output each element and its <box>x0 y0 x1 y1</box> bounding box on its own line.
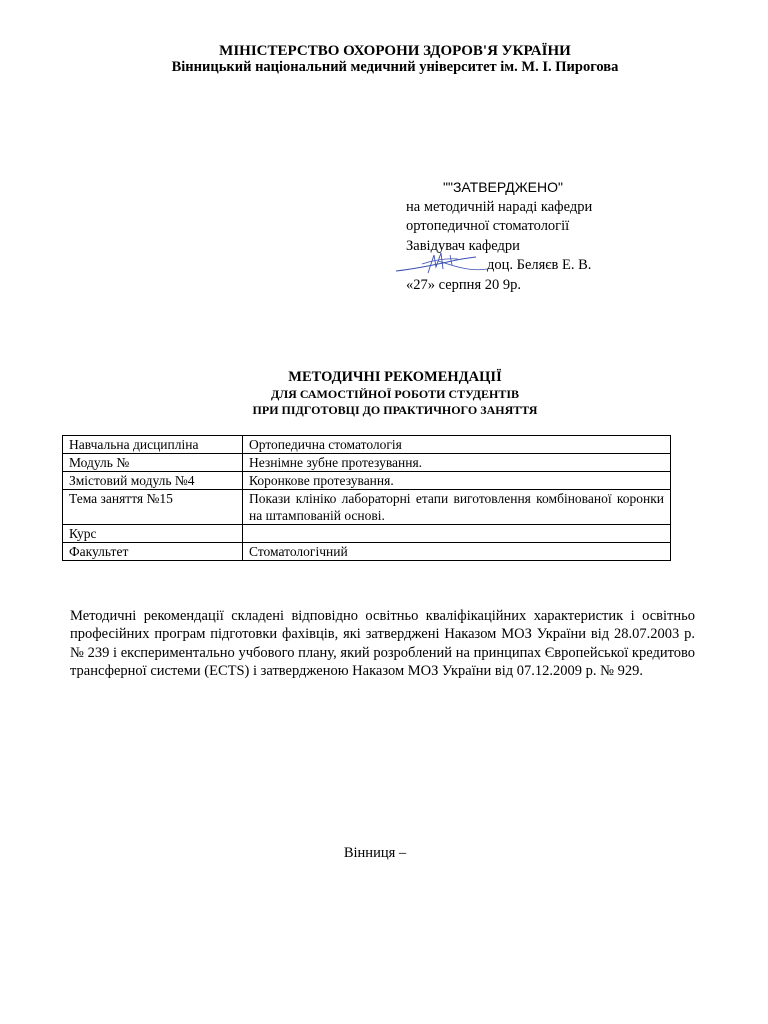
table-row <box>63 543 671 561</box>
row-value: Стоматологічний <box>243 543 671 561</box>
row-value: Покази клініко лабораторні етапи виготовлення комбінованої коронки на штампованій основі. <box>243 490 671 525</box>
row-label: Курс <box>63 525 243 543</box>
table-row <box>63 525 671 543</box>
row-value: Незнімне зубне протезування. <box>243 454 671 472</box>
university-heading: Вінницький національний медичний університет ім. М. І. Пирогова <box>171 59 619 75</box>
document-title: МЕТОДИЧНІ РЕКОМЕНДАЦІЇ <box>288 369 502 385</box>
document-subtitle-2: ПРИ ПІДГОТОВЦІ ДО ПРАКТИЧНОГО ЗАНЯТТЯ <box>252 403 538 417</box>
table-row <box>63 436 671 454</box>
table-row <box>63 490 671 525</box>
row-label: Змістовий модуль №4 <box>63 472 243 490</box>
row-label: Навчальна дисципліна <box>63 436 243 454</box>
body-paragraph: Методичні рекомендації складені відповідно освітньо кваліфікаційних характеристик і освітньо професійних програм підготовки фахівців, які затверджені Наказом МОЗ України від 28.07.2003 р. № 239 і експериментально учбового плану, який розроблений на принципах Європейської кредитово трансферної системи (ECTS) і затвердженою Наказом МОЗ України від 07.12.2009 р. № 929. <box>70 608 695 679</box>
signature-line <box>406 256 706 276</box>
approval-line-1: на методичній нараді кафедри <box>406 198 593 215</box>
signature-image <box>394 247 494 279</box>
approval-stamp: ""ЗАТВЕРДЖЕНО" <box>443 179 563 195</box>
row-value: Коронкове протезування. <box>243 472 671 490</box>
table-row <box>63 454 671 472</box>
row-label: Факультет <box>63 543 243 561</box>
course-info-table <box>62 435 671 561</box>
row-label: Тема заняття №15 <box>63 490 243 525</box>
approval-date: «27» серпня 20 9р. <box>406 276 521 293</box>
table-row <box>63 472 671 490</box>
approval-line-2: ортопедичної стоматології <box>406 218 570 234</box>
city-footer: Вінниця – <box>343 845 407 861</box>
signatory-name: доц. Беляєв Е. В. <box>487 257 592 273</box>
ministry-heading: МІНІСТЕРСТВО ОХОРОНИ ЗДОРОВ'Я УКРАЇНИ <box>219 43 571 59</box>
approval-block <box>406 178 706 295</box>
approval-line-3: Завідувач кафедри <box>406 237 520 254</box>
document-subtitle-1: ДЛЯ САМОСТІЙНОЇ РОБОТИ СТУДЕНТІВ <box>270 387 520 401</box>
row-value <box>243 525 671 543</box>
row-value: Ортопедична стоматологія <box>243 436 671 454</box>
row-label: Модуль № <box>63 454 243 472</box>
